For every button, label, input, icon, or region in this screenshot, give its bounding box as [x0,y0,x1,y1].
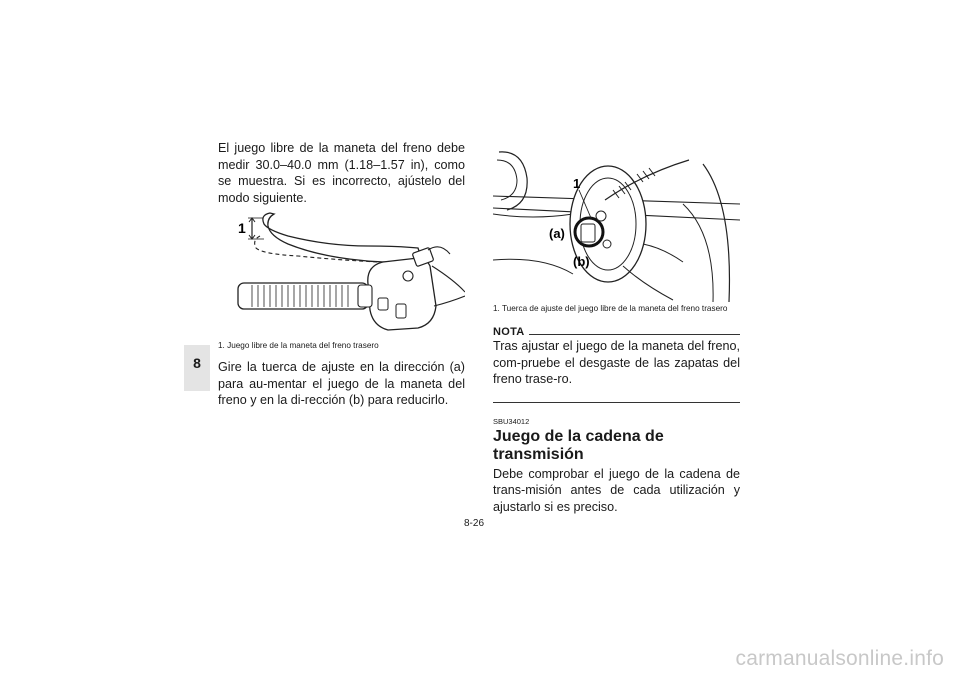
figure-callout-a: (a) [549,226,565,241]
note-heading-row [493,326,740,338]
figure-callout-1-right: 1 [573,176,581,191]
note-text: Tras ajustar el juego de la maneta del freno, com-pruebe el desgaste de las zapatas del freno trase-ro. [493,339,740,386]
note-heading: NOTA [493,326,525,338]
figure-callout-b: (b) [573,254,590,269]
section-paragraph: Debe comprobar el juego de la cadena de trans-misión antes de cada utilización y ajustarlo si es preciso. [493,466,740,514]
right-column [493,140,740,515]
page-number: 8-26 [464,518,485,529]
chapter-number: 8 [193,355,201,371]
intro-paragraph: El juego libre de la maneta del freno debe medir 30.0–40.0 mm (1.18–1.57 in), como se muestra. Si es incorrecto, ajústelo del modo siguiente. [218,141,465,205]
figure-caption-right: 1. Tuerca de ajuste del juego libre de la maneta del freno trasero [493,304,728,313]
rear-brake-adjuster-illustration [493,144,740,302]
watermark: carmanualsonline.info [735,647,944,670]
figure-callout-1: 1 [238,220,246,236]
figure-caption-left: 1. Juego libre de la maneta del freno trasero [218,341,379,350]
chapter-tab [184,345,210,391]
section-code: SBU34012 [493,416,530,426]
section-title: Juego de la cadena de transmisión [493,427,664,463]
left-column [218,140,465,409]
note-rule-bottom [493,402,740,403]
note-rule-top [529,334,740,335]
brake-lever-illustration [218,206,465,341]
instruction-paragraph: Gire la tuerca de ajuste en la dirección (a) para au-mentar el juego de la maneta del freno y en la di-rección (b) para reducirlo. [218,360,465,407]
